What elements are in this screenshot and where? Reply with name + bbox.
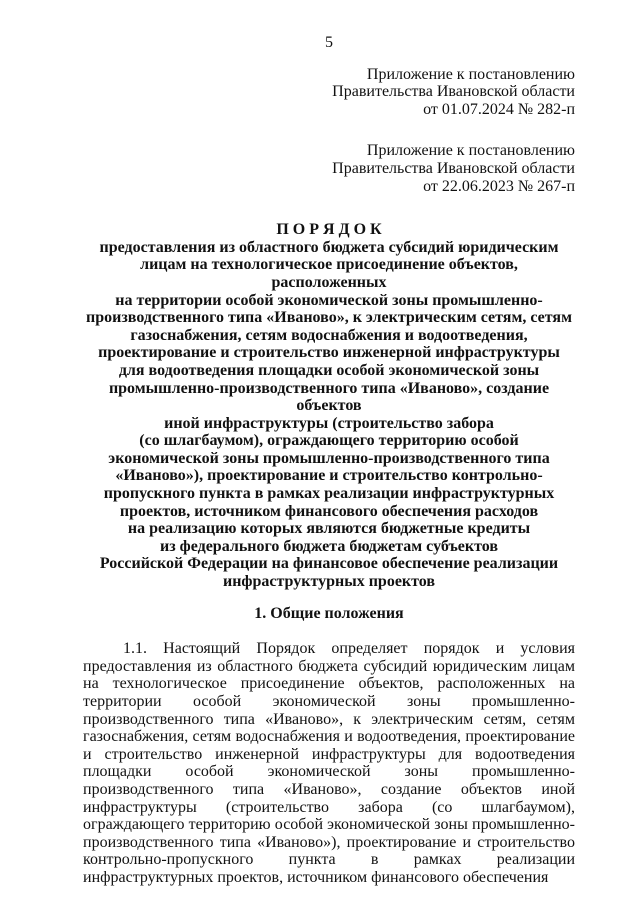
annex-reference-1 xyxy=(83,66,575,119)
document-title-line: из федерального бюджета бюджетам субъектов xyxy=(160,537,498,555)
annex-reference-2 xyxy=(83,142,575,195)
document-title-line: (со шлагбаумом), ограждающего территорию особой xyxy=(139,432,519,450)
paragraph-1-1: 1.1. Настоящий Порядок определяет порядок и условия предоставления из областного бюджета субсидий юридическим лицам на технологическое присоединение объектов, расположенных на территории особой экономической зоны промышленно-производственного типа «Иваново», к электрическим сетям, сетям газоснабжения, сетям водоснабжения и водоотведения, проектирование и строительство инженерной инфраструктуры для водоотведения площадки особой экономической зоны промышленно-производственного типа «Иваново», создание объектов иной инфраструктуры (строительство забора (со шлагбаумом), ограждающего территорию особой экономической зоны промышленно-производственного типа «Иваново»), проектирование и строительство контрольно-пропускного пункта в рамках реализации инфраструктурных проектов, источником финансового обеспечения xyxy=(83,640,575,886)
document-title-line: на реализацию которых являются бюджетные кредиты xyxy=(127,520,531,538)
document-title-heading: П О Р Я Д О К xyxy=(276,221,382,239)
document-title-line: газоснабжения, сетям водоснабжения и водоотведения, xyxy=(130,326,528,344)
annex-reference-1-line-2: Правительства Ивановской области xyxy=(332,83,575,101)
page-number: 5 xyxy=(325,34,333,51)
document-title-line: лицам на технологическое присоединение объектов, расположенных xyxy=(140,256,518,291)
document-title-line: иной инфраструктуры (строительство забора xyxy=(164,414,494,432)
annex-reference-1-line-3: от 01.07.2024 № 282-п xyxy=(423,100,575,118)
annex-reference-2-line-2: Правительства Ивановской области xyxy=(332,159,575,177)
document-title-line: проектирование и строительство инженерной инфраструктуры xyxy=(98,344,560,362)
document-title-line: проектов, источником финансового обеспечения расходов xyxy=(119,502,539,520)
document-title xyxy=(83,221,575,590)
document-title-line: Российской Федерации на финансовое обеспечение реализации xyxy=(99,555,559,573)
document-title-line: «Иваново»), проектирование и строительство контрольно- xyxy=(115,467,543,485)
document-title-line: предоставления из областного бюджета субсидий юридическим xyxy=(99,238,559,256)
document-title-line: экономической зоны промышленно-производственного типа xyxy=(108,449,550,467)
annex-reference-1-line-1: Приложение к постановлению xyxy=(366,65,575,83)
document-title-line: на территории особой экономической зоны промышленно- xyxy=(115,291,543,309)
document-title-line: для водоотведения площадки особой экономической зоны xyxy=(118,361,540,379)
document-title-line: промышленно-производственного типа «Иваново», создание объектов xyxy=(108,379,550,415)
document-title-line: инфраструктурных проектов xyxy=(222,573,436,591)
document-title-line: пропускного пункта в рамках реализации инфраструктурных xyxy=(103,485,555,503)
document-title-line: производственного типа «Иваново», к электрическим сетям, сетям xyxy=(86,309,572,327)
section-heading-general-provisions: 1. Общие положения xyxy=(254,604,404,622)
annex-reference-2-line-1: Приложение к постановлению xyxy=(366,142,575,160)
annex-reference-2-line-3: от 22.06.2023 № 267-п xyxy=(423,177,575,195)
